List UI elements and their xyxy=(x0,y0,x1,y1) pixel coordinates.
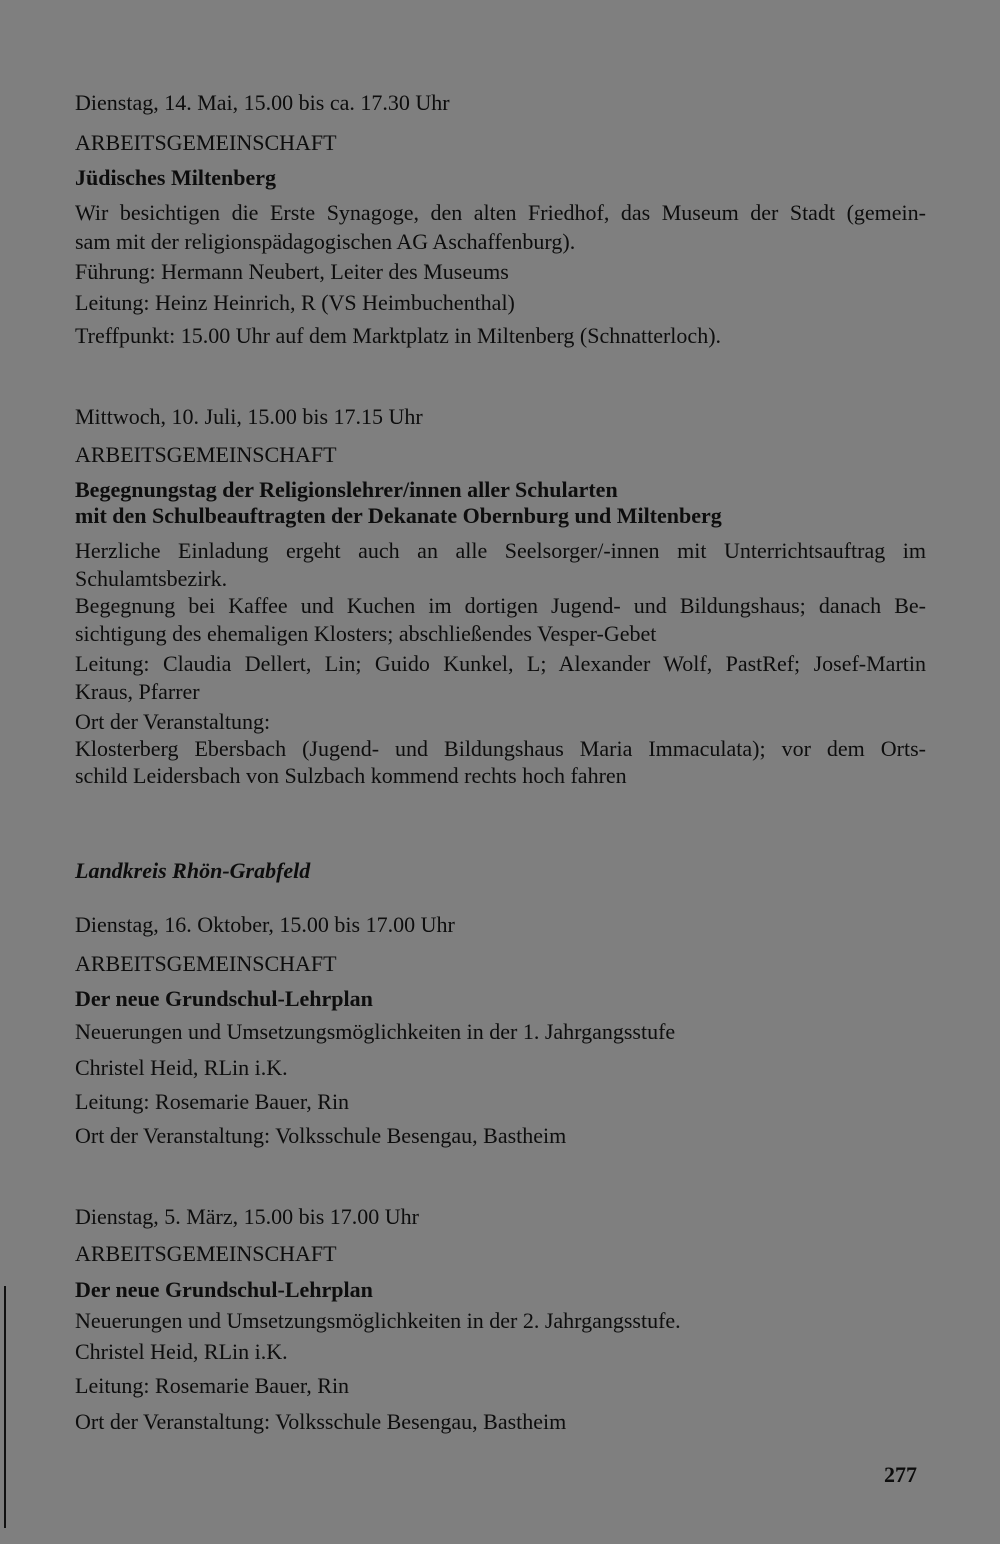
event-lead-line: Kraus, Pfarrer xyxy=(75,679,200,704)
event-date: Dienstag, 14. Mai, 15.00 bis ca. 17.30 Uhr xyxy=(75,90,450,115)
event-venue: Ort der Veranstaltung: Volksschule Besengau, Bastheim xyxy=(75,1409,567,1434)
event-lead: Leitung: Rosemarie Bauer, Rin xyxy=(75,1089,350,1114)
event-title-line: mit den Schulbeauftragten der Dekanate Obernburg und Miltenberg xyxy=(75,503,722,528)
event-lead: Leitung: Rosemarie Bauer, Rin xyxy=(75,1373,350,1398)
event-date: Mittwoch, 10. Juli, 15.00 bis 17.15 Uhr xyxy=(75,404,423,429)
event-type: ARBEITSGEMEINSCHAFT xyxy=(75,442,337,467)
event-venue-line: schild Leidersbach von Sulzbach kommend rechts hoch fahren xyxy=(75,763,627,788)
event-guide: Führung: Hermann Neubert, Leiter des Museums xyxy=(75,259,509,284)
event-program-line: Begegnung bei Kaffee und Kuchen im dortigen Jugend- und Bildungshaus; danach Be- xyxy=(75,593,926,618)
event-program-line: sichtigung des ehemaligen Klosters; abschließendes Vesper-Gebet xyxy=(75,621,657,646)
event-meeting-point: Treffpunkt: 15.00 Uhr auf dem Marktplatz in Miltenberg (Schnatterloch). xyxy=(75,323,722,348)
event-title-line: Begegnungstag der Religionslehrer/innen aller Schularten xyxy=(75,477,618,502)
event-lead-line: Leitung: Claudia Dellert, Lin; Guido Kunkel, L; Alexander Wolf, PastRef; Josef-Martin xyxy=(75,651,926,676)
event-date: Dienstag, 5. März, 15.00 bis 17.00 Uhr xyxy=(75,1204,420,1229)
event-description: Neuerungen und Umsetzungsmöglichkeiten in der 2. Jahrgangsstufe. xyxy=(75,1308,681,1333)
event-invitation-line: Herzliche Einladung ergeht auch an alle Seelsorger/-innen mit Unterrichtsauftrag im xyxy=(75,538,926,563)
event-type: ARBEITSGEMEINSCHAFT xyxy=(75,951,337,976)
event-description-line: Wir besichtigen die Erste Synagoge, den alten Friedhof, das Museum der Stadt (gemein- xyxy=(75,200,926,225)
scan-edge-rule xyxy=(4,1286,6,1528)
event-title: Jüdisches Miltenberg xyxy=(75,165,277,190)
event-venue-label: Ort der Veranstaltung: xyxy=(75,709,271,734)
event-speaker: Christel Heid, RLin i.K. xyxy=(75,1339,288,1364)
event-description-line: sam mit der religionspädagogischen AG Aschaffenburg). xyxy=(75,229,576,254)
event-lead: Leitung: Heinz Heinrich, R (VS Heimbuchenthal) xyxy=(75,290,515,315)
event-date: Dienstag, 16. Oktober, 15.00 bis 17.00 Uhr xyxy=(75,912,455,937)
event-venue-line: Klosterberg Ebersbach (Jugend- und Bildungshaus Maria Immaculata); vor dem Orts- xyxy=(75,736,926,761)
section-heading: Landkreis Rhön-Grabfeld xyxy=(75,858,311,883)
event-venue: Ort der Veranstaltung: Volksschule Besengau, Bastheim xyxy=(75,1123,567,1148)
event-invitation-line: Schulamtsbezirk. xyxy=(75,566,228,591)
event-type: ARBEITSGEMEINSCHAFT xyxy=(75,130,337,155)
page-number: 277 xyxy=(884,1462,917,1487)
event-title: Der neue Grundschul-Lehrplan xyxy=(75,1277,373,1302)
event-title: Der neue Grundschul-Lehrplan xyxy=(75,986,373,1011)
event-type: ARBEITSGEMEINSCHAFT xyxy=(75,1241,337,1266)
event-speaker: Christel Heid, RLin i.K. xyxy=(75,1055,288,1080)
event-description: Neuerungen und Umsetzungsmöglichkeiten in der 1. Jahrgangsstufe xyxy=(75,1019,676,1044)
